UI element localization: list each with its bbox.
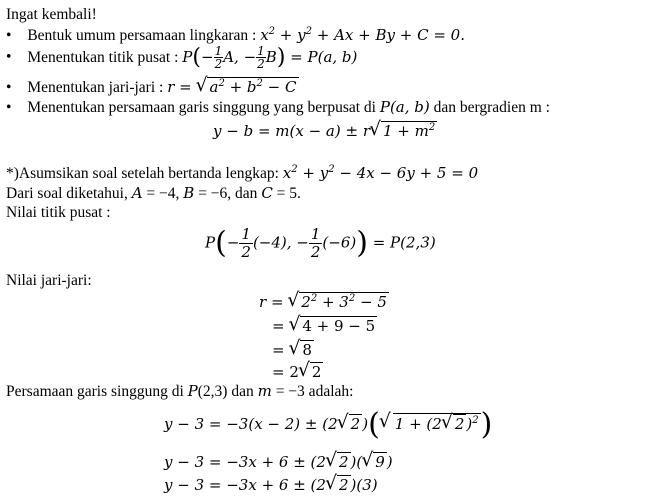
center-computation: P(− $\frac{1}{2}$ (−4), − $\frac{1}{2}$ (−6)) = P(2,3) — [205, 225, 436, 261]
tangent-step-1: y − 3 = −3(x − 2) ± (2√ 2 )(√ 1 + (2√ 2 )$^2$) — [164, 410, 492, 440]
bullet-dot: • — [6, 27, 12, 44]
tangent-general-formula: y − b = m(x − a) ± r√ $1 + m^2$ — [213, 121, 437, 140]
bullet-dot: • — [6, 99, 12, 116]
bullet-2-text: Menentukan titik pusat : — [27, 48, 183, 66]
known-values: Dari soal diketahui, A = −4, B = −6, dan C = 5. — [6, 184, 301, 202]
assume-equation: $x^2 + y^2 - 4x - 6y + 5 = 0$ — [282, 164, 479, 182]
radius-step-3: = √ 8 — [272, 340, 314, 359]
bullet-1 — [6, 26, 465, 46]
heading: Ingat kembali! — [6, 6, 97, 23]
bullet-1-text: Bentuk umum persamaan lingkaran : — [27, 27, 261, 44]
assume-text: *)Asumsikan soal setelah bertanda lengkap: — [6, 165, 283, 182]
assume-line — [6, 164, 478, 184]
bullet-dot: • — [6, 79, 12, 96]
radius-step-1: r = √ $2^2 + 3^2 - 5$ — [259, 292, 389, 311]
bullet-3-text: Menentukan jari-jari : — [27, 79, 168, 96]
bullet-3 — [6, 77, 299, 98]
bullet-2 — [6, 45, 357, 70]
radius-formula: r = √ $a^2 + b^2 - C$ — [167, 78, 298, 96]
general-equation: $x^2 + y^2 + Ax + By + C = 0$. — [260, 26, 465, 44]
radius-step-4: = 2√ 2 — [272, 362, 323, 381]
tangent-step-2: y − 3 = −3x + 6 ± (2√ 2 )(√ 9 ) — [164, 452, 393, 471]
radius-step-2: = √ 4 + 9 − 5 — [272, 316, 377, 335]
bullet-4-text: Menentukan persamaan garis singgung yang berpusat di — [27, 99, 380, 116]
bullet-4 — [6, 98, 550, 118]
bullet-dot: • — [6, 48, 12, 66]
tangent-label: Persamaan garis singgung di P(2,3) dan m = −3 adalah: — [6, 382, 354, 400]
tangent-step-3: y − 3 = −3x + 6 ± (2√ 2 )(3) — [164, 475, 378, 494]
center-point: P(a, b) — [379, 98, 430, 116]
radius-label: Nilai jari-jari: — [6, 272, 92, 289]
center-formula: P(− $\frac{1}{2}$ A, − $\frac{1}{2}$ B) = P(a, b) — [182, 44, 358, 71]
center-label: Nilai titik pusat : — [6, 204, 111, 221]
bullet-4-text2: dan bergradien m : — [429, 99, 550, 116]
